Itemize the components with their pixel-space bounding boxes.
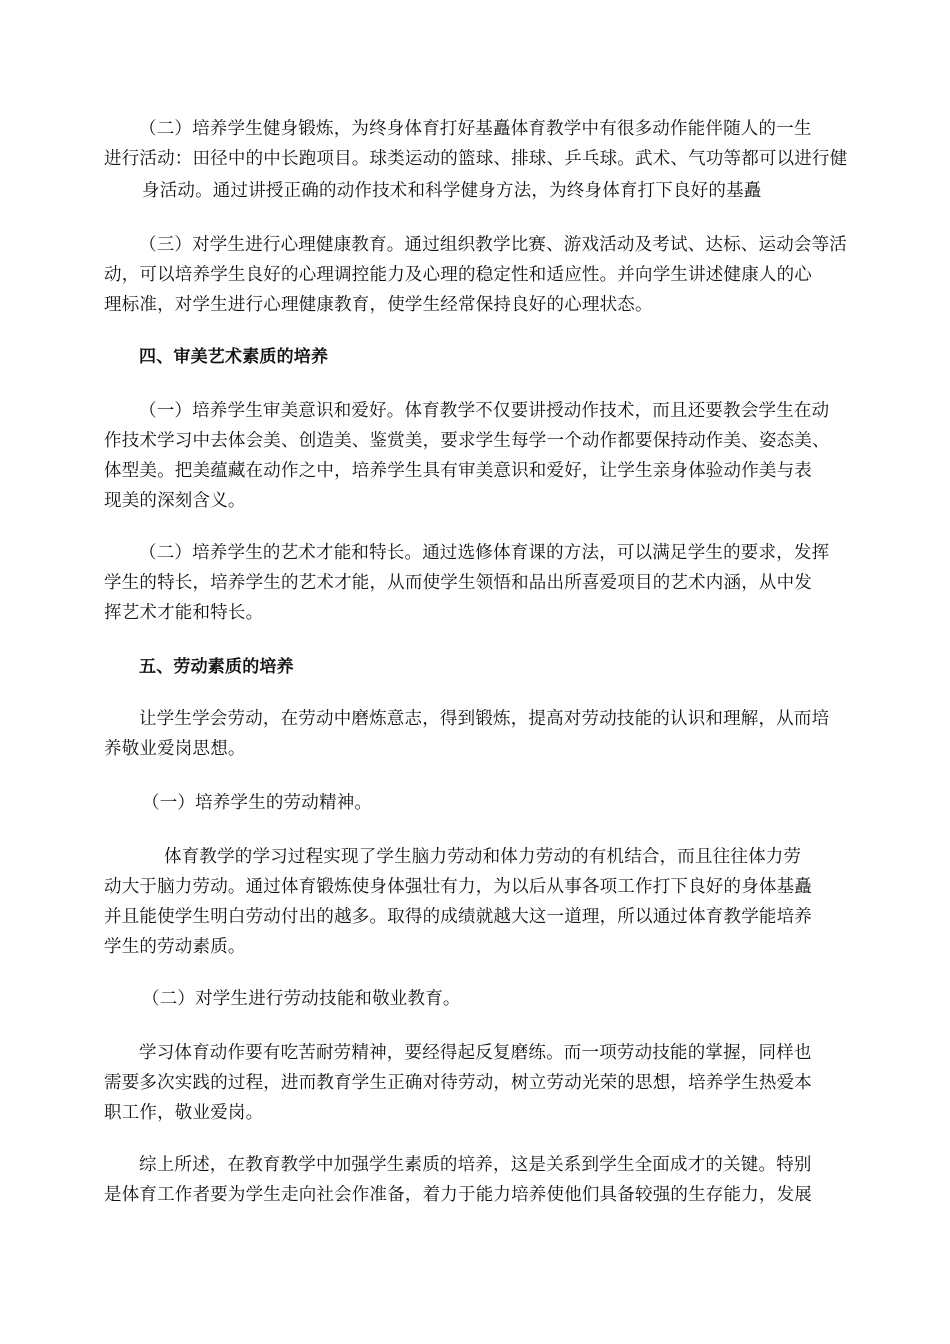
paragraph-line: （三）对学生进行心理健康教育。通过组织教学比赛、游戏活动及考试、达标、运动会等活: [139, 235, 847, 255]
paragraph-line: 并且能使学生明白劳动付出的越多。取得的成绩就越大这一道理，所以通过体育教学能培养: [104, 907, 812, 927]
paragraph-line: 动大于脑力劳动。通过体育锻炼使身体强壮有力，为以后从事各项工作打下良好的身体基矗: [104, 877, 812, 897]
section-heading: 四、审美艺术素质的培养: [139, 347, 329, 367]
paragraph-line: 动，可以培养学生良好的心理调控能力及心理的稳定性和适应性。并向学生讲述健康人的心: [104, 265, 812, 285]
paragraph-line: （二）培养学生的艺术才能和特长。通过选修体育课的方法，可以满足学生的要求，发挥: [139, 543, 830, 563]
paragraph-line: 作技术学习中去体会美、创造美、鉴赏美，要求学生每学一个动作都要保持动作美、姿态美、: [104, 431, 830, 451]
paragraph-line: 现美的深刻含义。: [104, 491, 246, 511]
paragraph-line: （一）培养学生审美意识和爱好。体育教学不仅要讲授动作技术，而且还要教会学生在动: [139, 401, 830, 421]
paragraph-line: 需要多次实践的过程，进而教育学生正确对待劳动，树立劳动光荣的思想，培养学生热爱本: [104, 1073, 812, 1093]
paragraph-line: （一）培养学生的劳动精神。: [142, 793, 373, 813]
paragraph-line: 身活动。通过讲授正确的动作技术和科学健身方法，为终身体育打下良好的基矗: [142, 181, 762, 201]
paragraph-line: 学生的劳动素质。: [104, 937, 246, 957]
paragraph-line: 养敬业爱岗思想。: [104, 739, 246, 759]
paragraph-line: 学生的特长，培养学生的艺术才能，从而使学生领悟和品出所喜爱项目的艺术内涵，从中发: [104, 573, 812, 593]
paragraph-line: 体育教学的学习过程实现了学生脑力劳动和体力劳动的有机结合，而且往往体力劳: [164, 847, 802, 867]
paragraph-line: 体型美。把美蕴藏在动作之中，培养学生具有审美意识和爱好，让学生亲身体验动作美与表: [104, 461, 812, 481]
paragraph-line: （二）培养学生健身锻炼，为终身体育打好基矗体育教学中有很多动作能伴随人的一生: [139, 119, 812, 139]
paragraph-line: 让学生学会劳动，在劳动中磨炼意志，得到锻炼，提高对劳动技能的认识和理解，从而培: [139, 709, 830, 729]
paragraph-line: 进行活动：田径中的中长跑项目。球类运动的篮球、排球、乒乓球。武术、气功等都可以进行健: [104, 149, 848, 169]
paragraph-line: 挥艺术才能和特长。: [104, 603, 264, 623]
paragraph-line: 职工作，敬业爱岗。: [104, 1103, 264, 1123]
paragraph-line: 学习体育动作要有吃苦耐劳精神，要经得起反复磨练。而一项劳动技能的掌握，同样也: [139, 1043, 812, 1063]
section-heading: 五、劳动素质的培养: [139, 657, 294, 677]
paragraph-line: 理标准，对学生进行心理健康教育，使学生经常保持良好的心理状态。: [104, 295, 653, 315]
paragraph-line: 综上所述，在教育教学中加强学生素质的培养，这是关系到学生全面成才的关键。特别: [139, 1155, 812, 1175]
paragraph-line: 是体育工作者要为学生走向社会作准备，着力于能力培养使他们具备较强的生存能力，发展: [104, 1185, 812, 1205]
paragraph-line: （二）对学生进行劳动技能和敬业教育。: [142, 989, 461, 1009]
